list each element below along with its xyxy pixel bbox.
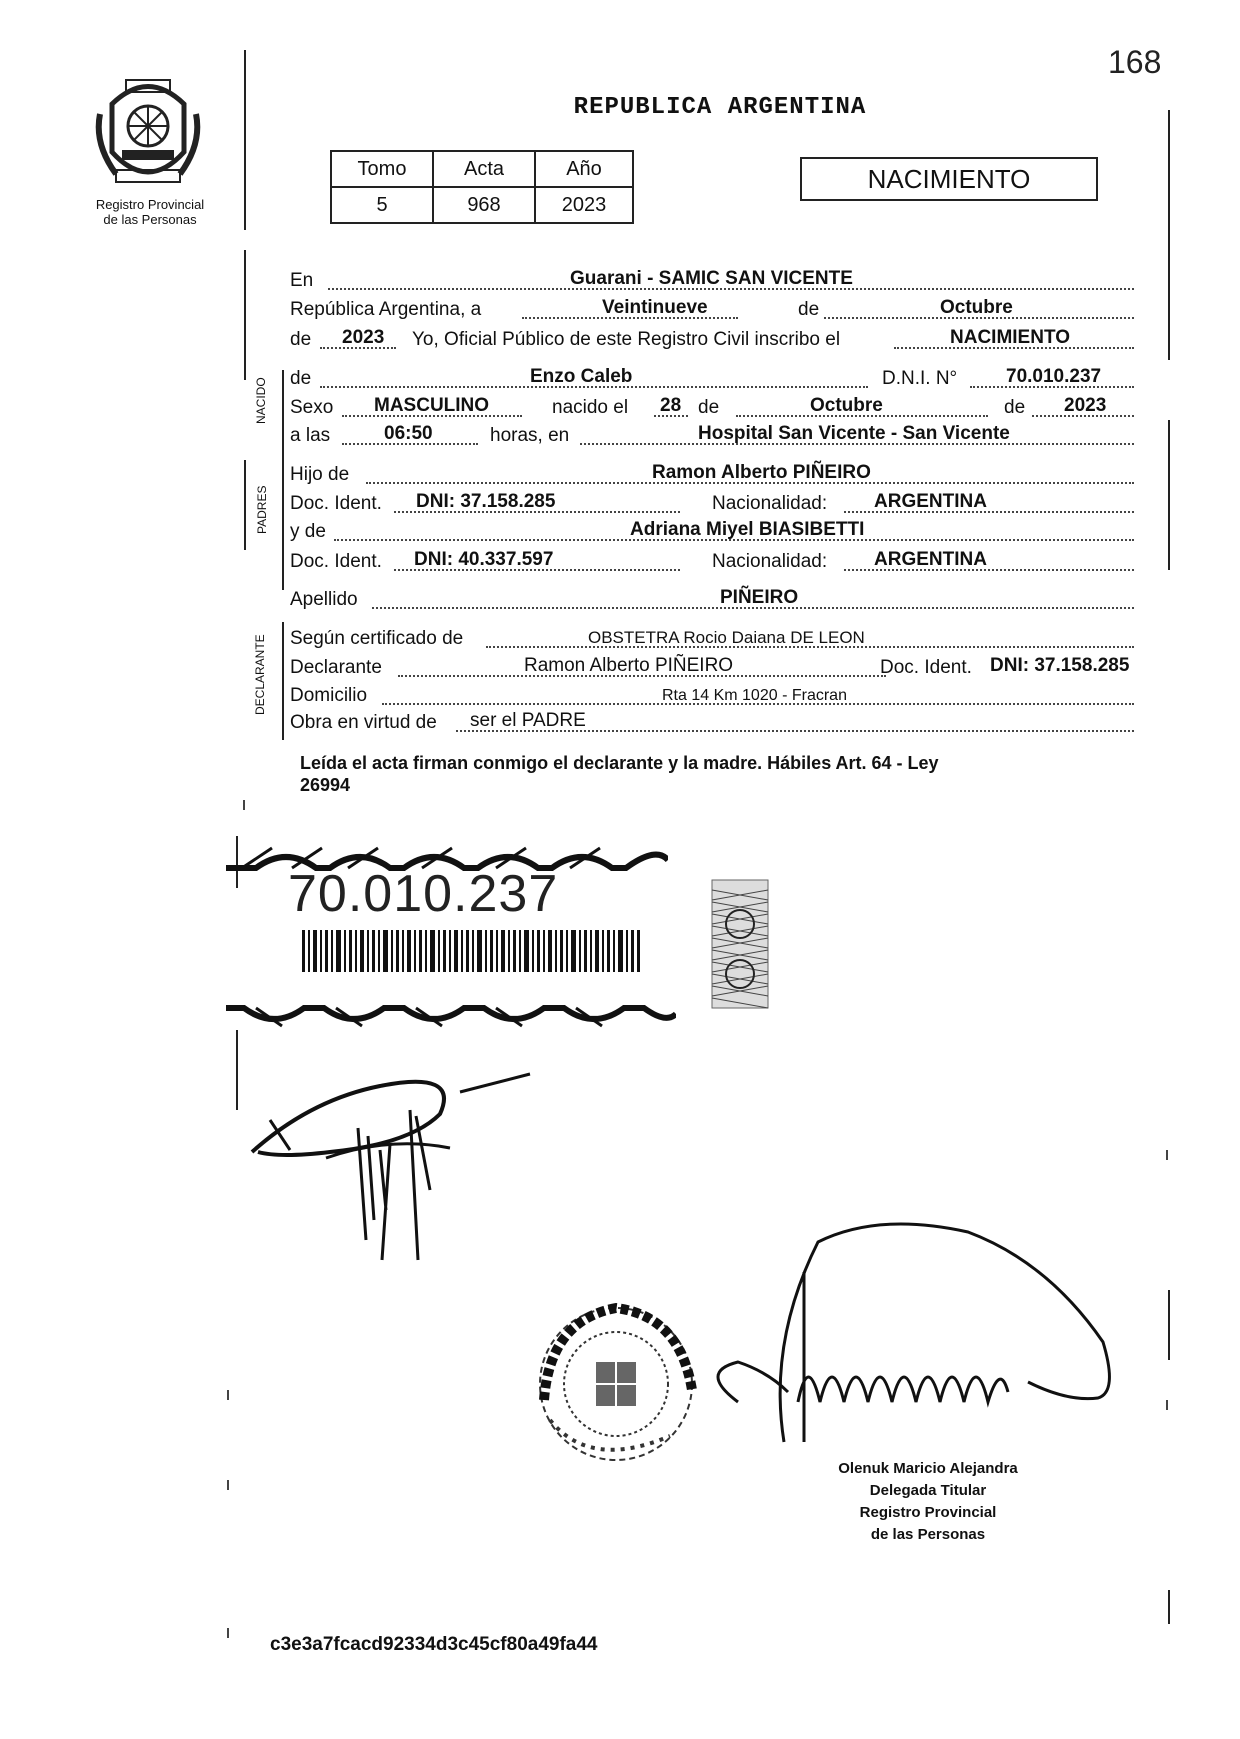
page-number: 168 (1108, 44, 1162, 80)
margin-rule (244, 50, 246, 230)
de5-label: de (1004, 397, 1026, 418)
child-name: Enzo Caleb (530, 366, 633, 387)
dni-label: D.N.I. N° (882, 368, 958, 389)
legal-note (300, 752, 1130, 796)
right-margin-rule (1168, 110, 1170, 360)
row-address (290, 681, 1142, 709)
registration-month: Octubre (940, 297, 1013, 318)
margin-tick (243, 800, 245, 810)
declarant-doc: DNI: 37.158.285 (990, 655, 1130, 676)
birth-day: 28 (660, 395, 682, 416)
hijo-label: Hijo de (290, 464, 350, 485)
certificate-by: OBSTETRA Rocio Daiana DE LEON (588, 628, 865, 647)
row-date (290, 295, 1142, 323)
father-name: Ramon Alberto PIÑEIRO (652, 462, 871, 483)
right-margin-rule (1168, 1590, 1170, 1624)
acta-value: 968 (433, 187, 535, 223)
birth-month: Octubre (810, 395, 883, 416)
nacido-label: nacido el (552, 397, 629, 418)
registration-year: 2023 (342, 327, 385, 348)
de-label: de (798, 299, 820, 320)
emblem-caption-line2: de las Personas (103, 212, 197, 227)
declarant-signature (240, 1040, 540, 1270)
registry-office: Guarani - SAMIC SAN VICENTE (570, 268, 853, 289)
province-emblem-icon (92, 74, 204, 194)
row-father (290, 460, 1142, 488)
certificado-label: Según certificado de (290, 628, 464, 649)
margin-tick (1166, 1150, 1168, 1160)
margin-rule (236, 1030, 238, 1110)
birth-time: 06:50 (384, 423, 433, 444)
birth-year: 2023 (1064, 395, 1107, 416)
child-dni: 70.010.237 (1006, 366, 1102, 387)
declarant-doc-label: Doc. Ident. (880, 657, 972, 678)
emblem-caption (76, 197, 224, 227)
mother-doc: DNI: 40.337.597 (414, 549, 554, 570)
apellido-label: Apellido (290, 589, 358, 610)
official-org-line1: Registro Provincial (859, 1504, 997, 1521)
father-nationality-label: Nacionalidad: (712, 493, 828, 514)
child-sex: MASCULINO (374, 395, 490, 416)
mother-name: Adriana Miyel BIASIBETTI (630, 519, 865, 540)
legal-line1: Leída el acta firman conmigo el declarante y la madre. Hábiles Art. 64 - Ley (300, 753, 939, 773)
row-place (290, 266, 1142, 294)
domicilio-label: Domicilio (290, 685, 368, 706)
de3-label: de (290, 368, 312, 389)
right-margin-rule (1168, 420, 1170, 570)
mother-nationality: ARGENTINA (874, 549, 987, 570)
birth-place: Hospital San Vicente - San Vicente (698, 423, 1010, 444)
official-role: Delegada Titular (869, 1482, 987, 1499)
registry-table (330, 150, 634, 224)
declarant-capacity: ser el PADRE (470, 710, 586, 731)
document-title: REPUBLICA ARGENTINA (573, 94, 867, 121)
row-declarant (290, 653, 1142, 681)
obra-label: Obra en virtud de (290, 712, 437, 733)
right-margin-rule (1168, 1290, 1170, 1360)
official-signature (708, 1222, 1128, 1482)
mother-nationality-label: Nacionalidad: (712, 551, 828, 572)
row-time-place (290, 421, 1142, 449)
official-seal-icon (530, 1280, 706, 1480)
legal-line2: 26994 (300, 775, 351, 795)
declarante-label: Declarante (290, 657, 382, 678)
tomo-value: 5 (331, 187, 433, 223)
row-capacity (290, 708, 1142, 736)
ano-header: Año (535, 151, 633, 187)
id-label-number: 70.010.237 (288, 865, 559, 923)
record-type-box: NACIMIENTO (800, 157, 1098, 201)
row-birth (290, 393, 1142, 421)
margin-tick (1166, 1400, 1168, 1410)
row-certificate (290, 624, 1142, 652)
emblem-caption-line1: Registro Provincial (95, 197, 205, 212)
tomo-header: Tomo (331, 151, 433, 187)
document-hash: c3e3a7fcacd92334d3c45cf80a49fa44 (270, 1634, 598, 1655)
row-child (290, 364, 1142, 392)
mother-doc-label: Doc. Ident. (290, 551, 382, 572)
father-doc-label: Doc. Ident. (290, 493, 382, 514)
official-block (808, 1458, 1048, 1546)
section-rule (282, 622, 284, 740)
alas-label: a las (290, 425, 331, 446)
yde-label: y de (290, 521, 326, 542)
statement-text: Yo, Oficial Público de este Registro Civil inscribo el (412, 329, 841, 350)
section-label-born: NACIDO (254, 377, 268, 424)
margin-tick (227, 1390, 229, 1400)
registry-header-row (331, 151, 633, 187)
margin-tick (227, 1480, 229, 1490)
statement-value: NACIMIENTO (950, 327, 1070, 348)
registration-day: Veintinueve (602, 297, 708, 318)
security-hologram-icon (710, 878, 770, 1010)
row-statement (290, 325, 1142, 353)
sexo-label: Sexo (290, 397, 334, 418)
acta-header: Acta (433, 151, 535, 187)
id-label-bottom-band (226, 1000, 676, 1032)
horas-label: horas, en (490, 425, 570, 446)
surname: PIÑEIRO (720, 587, 799, 608)
row-surname (290, 585, 1142, 613)
de2-label: de (290, 329, 312, 350)
barcode-icon (302, 930, 642, 972)
declarant-name: Ramon Alberto PIÑEIRO (524, 655, 734, 676)
declarant-address: Rta 14 Km 1020 - Fracran (662, 687, 847, 704)
father-nationality: ARGENTINA (874, 491, 987, 512)
section-label-parents: PADRES (255, 485, 269, 534)
row-mother-doc (290, 547, 1142, 575)
official-name: Olenuk Maricio Alejandra (838, 1460, 1018, 1477)
en-label: En (290, 270, 314, 291)
official-org-line2: de las Personas (870, 1526, 986, 1543)
margin-tick (227, 1628, 229, 1638)
section-label-declarant: DECLARANTE (253, 634, 267, 715)
republica-label: República Argentina, a (290, 299, 482, 320)
margin-rule (244, 460, 246, 550)
registry-value-row (331, 187, 633, 223)
section-rule (282, 370, 284, 470)
row-father-doc (290, 489, 1142, 517)
row-mother (290, 517, 1142, 545)
de4-label: de (698, 397, 720, 418)
margin-rule (244, 250, 246, 380)
father-doc: DNI: 37.158.285 (416, 491, 556, 512)
ano-value: 2023 (535, 187, 633, 223)
section-rule (282, 458, 284, 590)
